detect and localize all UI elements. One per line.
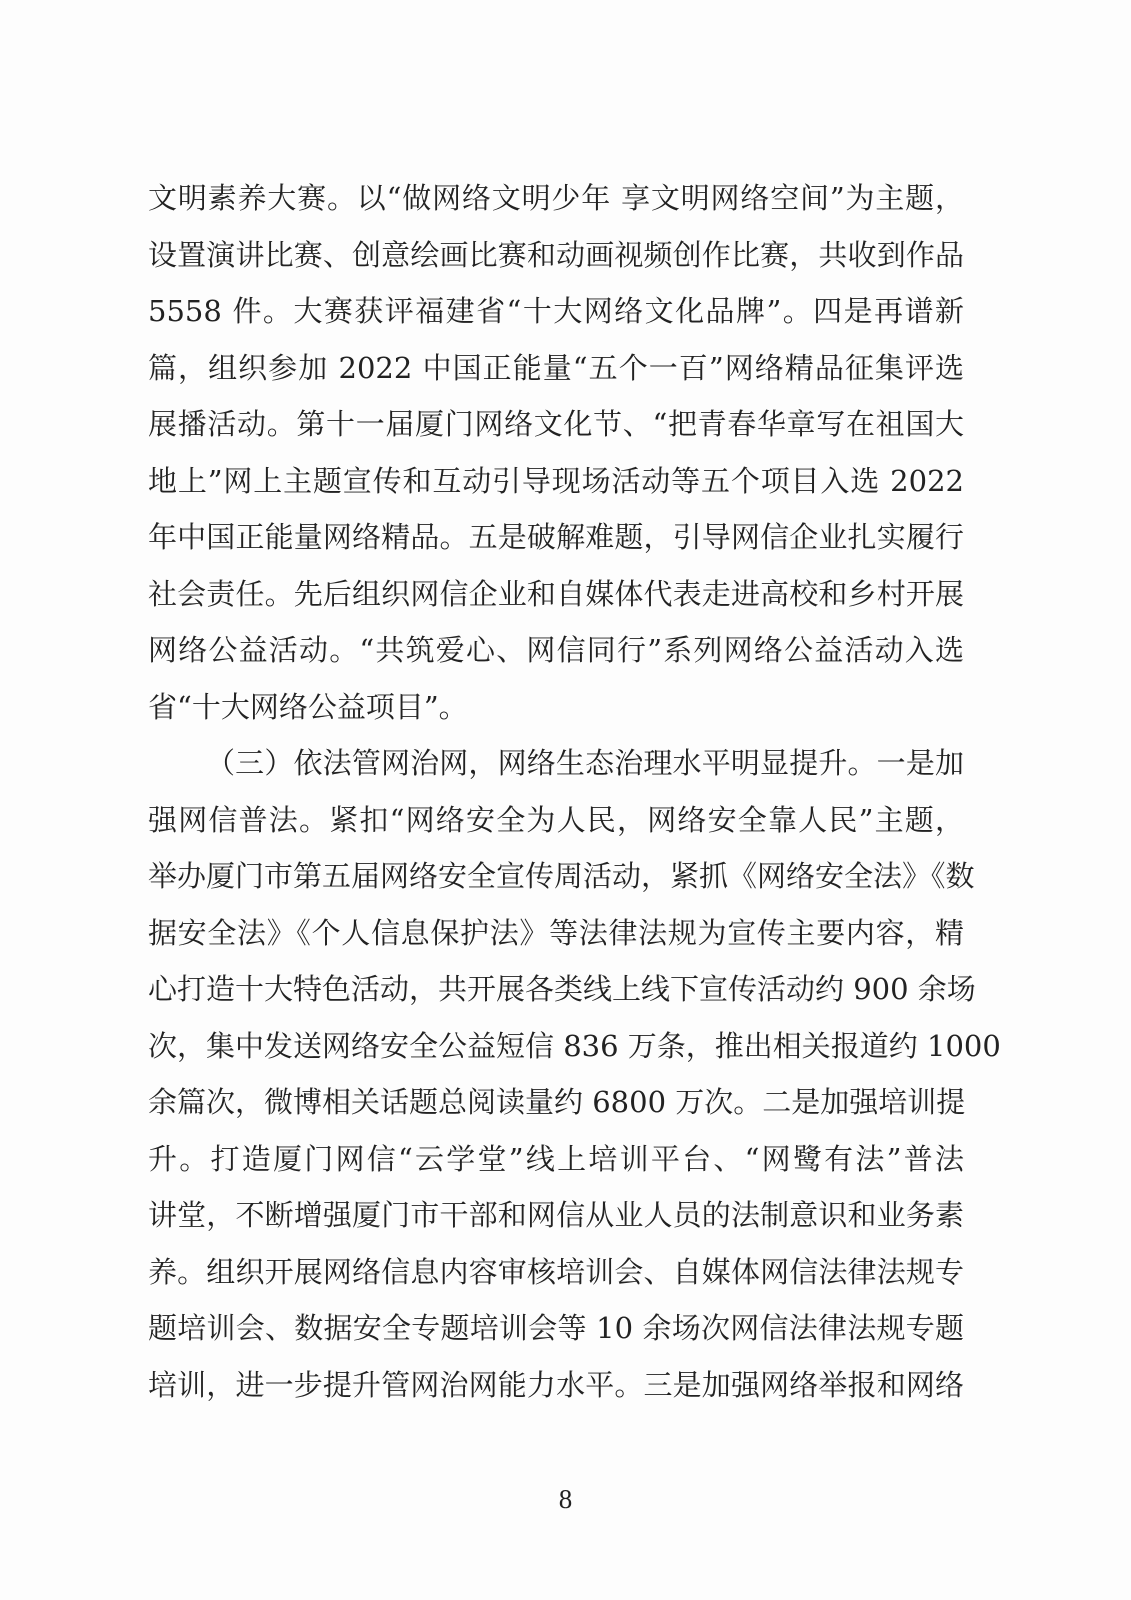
text-line: 据安全法》《个人信息保护法》等法律法规为宣传主要内容，精 <box>148 915 964 950</box>
text-line: 举办厦门市第五届网络安全宣传周活动，紧抓《网络安全法》《数 <box>148 859 975 893</box>
text-line: 升。打造厦门网信“云学堂”线上培训平台、“网鹭有法”普法 <box>148 1141 964 1176</box>
text-line: 余篇次，微博相关话题总阅读量约 6800 万次。二是加强培训提 <box>148 1085 966 1119</box>
text-line: 心打造十大特色活动，共开展各类线上线下宣传活动约 900 余场 <box>148 972 976 1006</box>
text-line: 省“十大网络公益项目”。 <box>148 689 468 724</box>
page-number: 8 <box>558 1484 573 1514</box>
body-text <box>148 170 1001 1413</box>
text-line: 题培训会、数据安全专题培训会等 10 余场次网信法律法规专题 <box>148 1311 964 1345</box>
text-line: 地上”网上主题宣传和互动引导现场活动等五个项目入选 2022 <box>148 463 964 498</box>
section-heading-line: （三）依法管网治网，网络生态治理水平明显提升。一是加 <box>206 746 964 780</box>
text-line: 社会责任。先后组织网信企业和自媒体代表走进高校和乡村开展 <box>148 576 964 611</box>
text-line: 网络公益活动。“共筑爱心、网信同行”系列网络公益活动入选 <box>148 633 964 667</box>
text-line: 文明素养大赛。以“做网络文明少年 享文明网络空间”为主题， <box>148 181 964 215</box>
text-line: 养。组织开展网络信息内容审核培训会、自媒体网信法律法规专 <box>148 1254 964 1289</box>
text-line: 5558 件。大赛获评福建省“十大网络文化品牌”。四是再谱新 <box>148 294 964 328</box>
text-line: 设置演讲比赛、创意绘画比赛和动画视频创作比赛，共收到作品 <box>148 237 964 272</box>
text-line: 强网信普法。紧扣“网络安全为人民，网络安全靠人民”主题， <box>148 802 964 837</box>
text-line: 培训，进一步提升管网治网能力水平。三是加强网络举报和网络 <box>148 1367 964 1402</box>
text-line: 年中国正能量网络精品。五是破解难题，引导网信企业扎实履行 <box>148 520 964 554</box>
text-line: 次，集中发送网络安全公益短信 836 万条，推出相关报道约 1000 <box>148 1028 1001 1063</box>
text-line: 讲堂，不断增强厦门市干部和网信从业人员的法制意识和业务素 <box>148 1198 964 1232</box>
text-line: 展播活动。第十一届厦门网络文化节、“把青春华章写在祖国大 <box>148 407 964 441</box>
text-line: 篇，组织参加 2022 中国正能量“五个一百”网络精品征集评选 <box>148 350 964 385</box>
